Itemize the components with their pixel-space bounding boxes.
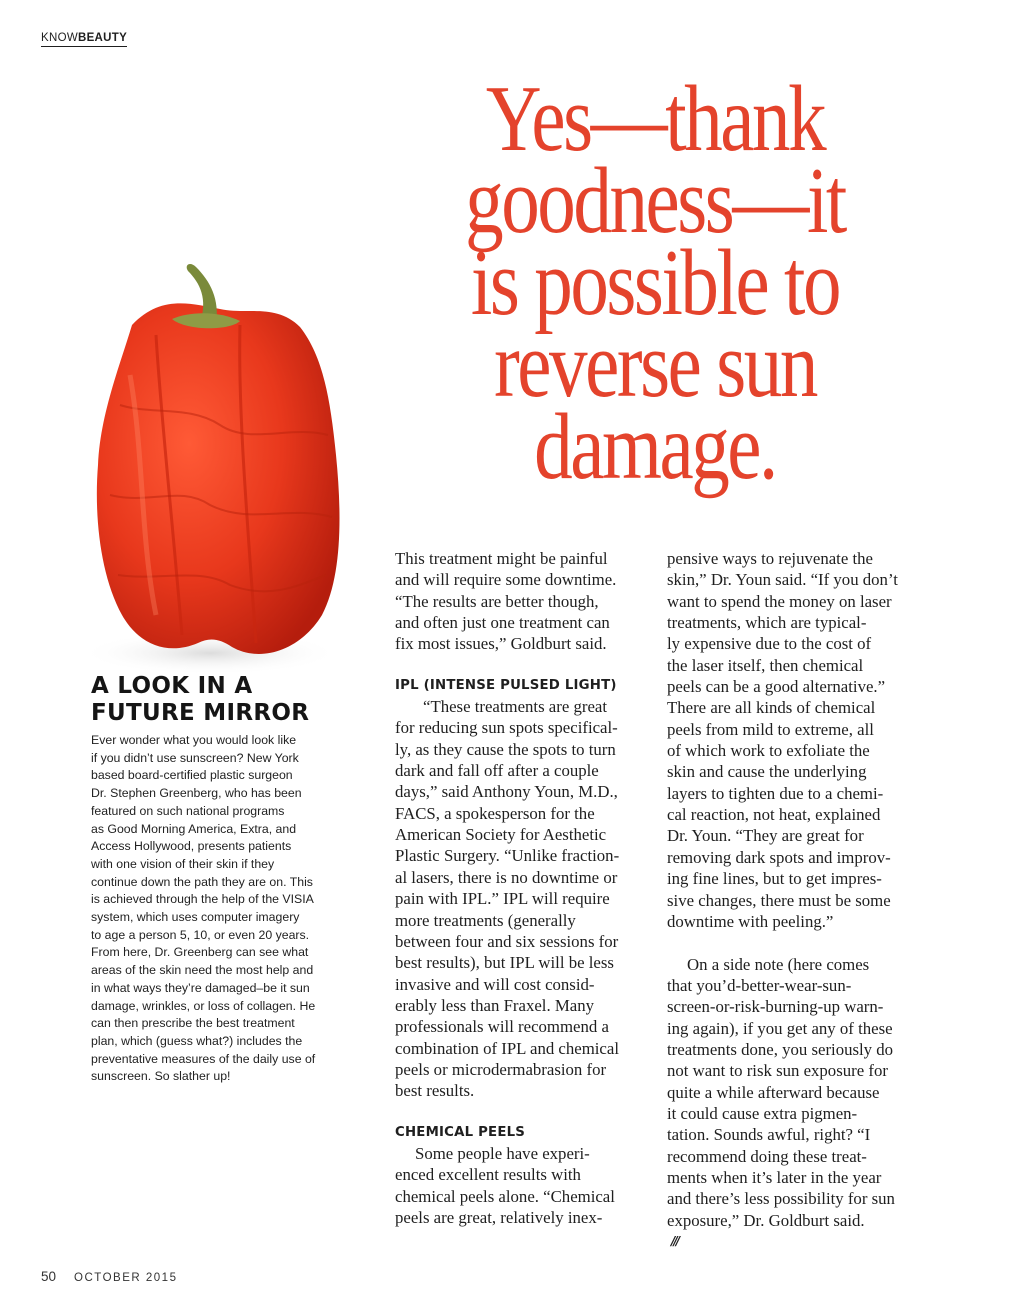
body-line: chemical peels alone. “Chemical [395,1186,615,1206]
body-line: invasive and will cost consid- [395,974,595,994]
body-line: pensive ways to rejuvenate the [667,549,873,568]
sidebar-line: system, which uses computer imagery [91,910,300,925]
wrinkled-pepper-image [60,255,360,685]
body-line: removing dark spots and improv- [667,847,891,867]
headline-line: is possible to [470,231,840,335]
body-line: There are all kinds of chemical [667,698,876,718]
body-line-last [667,1210,929,1253]
sidebar-line: is achieved through the help of the VISIA [91,892,314,907]
sidebar-line: with one vision of their skin if they [91,856,275,871]
body-line: American Society for Aesthetic [395,825,607,845]
sidebar-line: sunscreen. So slather up! [91,1069,231,1084]
body-line: and will require some downtime. [395,570,617,590]
sidebar-line: if you didn’t use sunscreen? New York [91,750,299,765]
body-line: enced excellent results with [395,1165,581,1185]
body-line: between four and six sessions for [395,931,619,951]
body-line: screen-or-risk-burning-up warn- [667,997,884,1017]
body-line: “These treatments are great [423,697,608,717]
body-line: want to spend the money on laser [667,591,892,611]
body-line: On a side note (here comes [687,954,870,974]
body-line: Plastic Surgery. “Unlike fraction- [395,846,620,866]
body-line: dark and fall off after a couple [395,761,599,781]
sidebar-title [91,673,309,727]
body-line: downtime with peeling.” [667,911,834,931]
body-line: treatments, which are typical- [667,613,867,633]
body-line: FACS, a spokesperson for the [395,803,595,823]
sidebar-line: preventative measures of the daily use of [91,1051,316,1066]
body-line: This treatment might be painful [395,549,608,568]
page-footer [41,1269,177,1284]
last-line-text: exposure,” Dr. Goldburt said. [667,1210,865,1230]
body-line: layers to tighten due to a chemi- [667,783,884,803]
headline-line: damage. [534,395,776,499]
body-line: Dr. Youn. “They are great for [667,826,864,846]
body-line: it could cause extra pigmen- [667,1103,858,1123]
article-column-2 [667,548,929,1252]
body-line: for reducing sun spots specifical- [395,718,618,738]
body-line: peels can be a good alternative.” [667,677,886,697]
sidebar-line: can then prescribe the best treatment [91,1016,295,1031]
sidebar-line: based board-certified plastic surgeon [91,768,293,783]
sidebar-line: in what ways they’re damaged–be it sun [91,980,310,995]
headline-line: goodness—it [465,149,845,253]
body-line: quite a while afterward because [667,1082,880,1102]
subheading-ipl: IPL (INTENSE PULSED LIGHT) [395,677,617,693]
end-mark-icon: /// [671,1234,679,1248]
section-tag-bold: BEAUTY [77,32,128,44]
sidebar-line: Ever wonder what you would look like [91,733,297,747]
body-line: that you’d-better-wear-sun- [667,975,852,995]
body-line: best results. [395,1081,475,1101]
subheading-chemical-peels: CHEMICAL PEELS [395,1124,526,1140]
sidebar-line: areas of the skin need the most help and [91,963,314,978]
body-line: sive changes, there must be some [667,890,891,910]
sidebar-line: Dr. Stephen Greenberg, who has been [91,786,302,801]
headline-line: reverse sun [494,313,816,417]
sidebar-line: to age a person 5, 10, or even 20 years. [91,927,310,942]
body-line: not want to risk sun exposure for [667,1061,888,1081]
body-line: “The results are better though, [395,591,599,611]
body-line: of which work to exfoliate the [667,741,870,761]
sidebar-line: From here, Dr. Greenberg can see what [91,945,309,960]
body-line: fix most issues,” Goldburt said. [395,634,607,654]
body-line: ments when it’s later in the year [667,1167,882,1187]
section-tag [41,32,127,47]
sidebar-line: continue down the path they are on. This [91,874,313,889]
body-line: days,” said Anthony Youn, M.D., [395,782,618,802]
body-line: best results), but IPL will be less [395,953,614,973]
body-line: and there’s less possibility for sun [667,1189,895,1209]
headline-line: Yes—thank [485,67,825,171]
issue-date: OCTOBER 2015 [74,1272,178,1284]
sidebar-title-line: A LOOK IN A [91,673,253,699]
sidebar-line: plan, which (guess what?) includes the [91,1033,303,1048]
body-line: and often just one treatment can [395,613,610,633]
body-line: ing fine lines, but to get impres- [667,869,882,889]
body-line: skin,” Dr. Youn said. “If you don’t [667,570,898,590]
sidebar-line: damage, wrinkles, or loss of collagen. He [91,998,316,1013]
body-line: tation. Sounds awful, right? “I [667,1125,871,1145]
section-tag-light: KNOW [41,32,78,44]
sidebar-line: as Good Morning America, Extra, and [91,821,297,836]
body-line: erably less than Fraxel. Many [395,995,594,1015]
sidebar-line: Access Hollywood, presents patients [91,839,292,854]
sidebar-body [91,732,346,1086]
body-line: ly expensive due to the cost of [667,634,872,654]
body-line: more treatments (generally [395,910,576,930]
page-number: 50 [41,1269,57,1284]
body-line: peels or microdermabrasion for [395,1059,607,1079]
body-line: al lasers, there is no downtime or [395,867,618,887]
body-line: cal reaction, not heat, explained [667,805,881,825]
body-line: professionals will recommend a [395,1017,609,1037]
body-line: peels from mild to extreme, all [667,719,874,739]
body-line: combination of IPL and chemical [395,1038,619,1058]
body-line: pain with IPL.” IPL will require [395,889,610,909]
body-line: ing again), if you get any of these [667,1018,893,1038]
body-line: peels are great, relatively inex- [395,1207,603,1227]
body-line: Some people have experi- [415,1143,590,1163]
article-column-1 [395,548,655,1228]
body-line: treatments done, you seriously do [667,1039,894,1059]
headline [446,67,864,499]
sidebar-title-line: FUTURE MIRROR [91,700,310,726]
body-line: ly, as they cause the spots to turn [395,739,616,759]
body-line: skin and cause the underlying [667,762,867,782]
body-line: recommend doing these treat- [667,1146,867,1166]
sidebar-line: featured on such national programs [91,803,285,818]
body-line: the laser itself, then chemical [667,655,864,675]
